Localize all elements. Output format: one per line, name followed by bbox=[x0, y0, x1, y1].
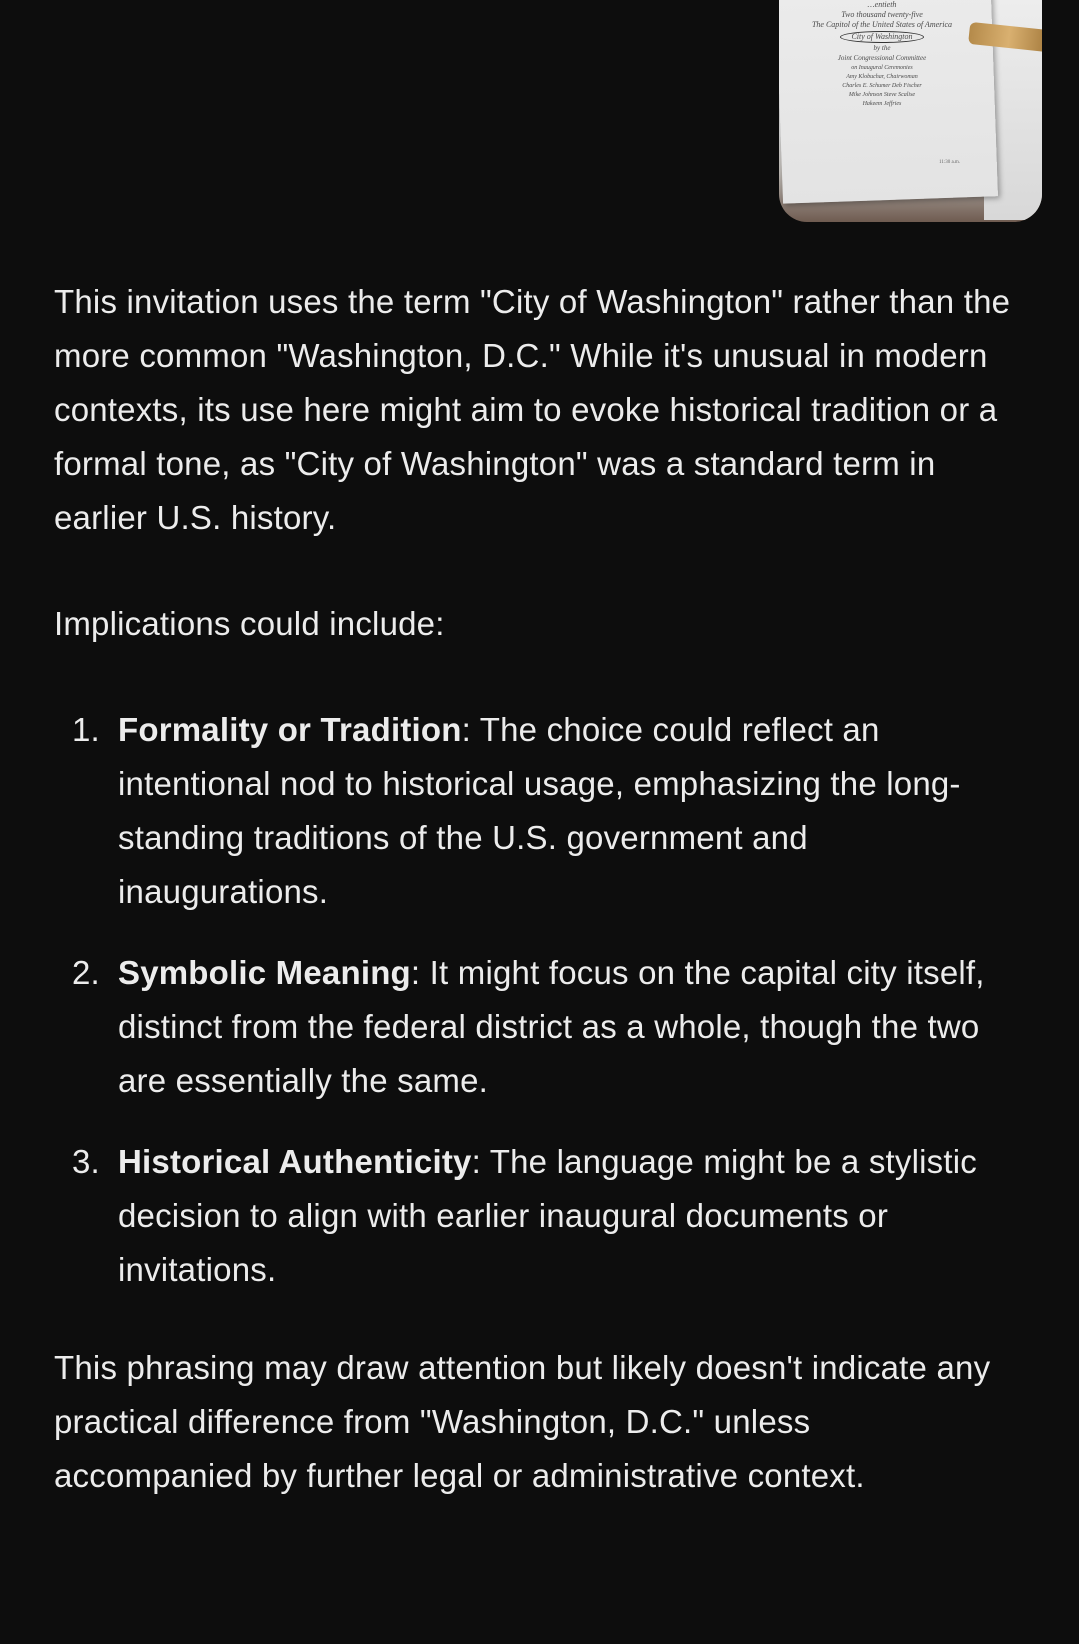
list-item-title: Historical Authenticity bbox=[118, 1143, 472, 1180]
list-item bbox=[54, 946, 1014, 1108]
implications-list bbox=[54, 703, 1014, 1297]
attached-invitation-image[interactable] bbox=[779, 0, 1042, 222]
list-item-title: Formality or Tradition bbox=[118, 711, 462, 748]
invitation-text bbox=[797, 0, 967, 109]
list-item-title: Symbolic Meaning bbox=[118, 954, 411, 991]
assistant-message bbox=[54, 275, 1014, 1503]
message-outro: This phrasing may draw attention but likely doesn't indicate any practical difference from "Washington, D.C." unless accompanied by further legal or administrative context. bbox=[54, 1349, 991, 1494]
list-item-number: 3. bbox=[72, 1143, 100, 1180]
list-item bbox=[54, 703, 1014, 919]
list-item-text: : The language might be a stylistic decision to align with earlier inaugural documents or invitations. bbox=[118, 1143, 977, 1288]
message-lead: Implications could include: bbox=[54, 605, 445, 642]
invite-line: The Capitol of the United States of America bbox=[811, 20, 953, 29]
list-item-number: 2. bbox=[72, 954, 100, 991]
invite-line: Two thousand twenty-five bbox=[841, 10, 923, 19]
invite-line: Charles E. Schumer Deb Fischer bbox=[842, 83, 922, 89]
invite-line: Joint Congressional Committee bbox=[837, 54, 927, 62]
invite-line: Mike Johnson Steve Scalise bbox=[848, 92, 916, 98]
invite-line-circled: City of Washington bbox=[840, 31, 923, 43]
list-item-text: : It might focus on the capital city itself, distinct from the federal district as a whole, though the two are essentially the same. bbox=[118, 954, 985, 1099]
invite-time: 11:30 a.m. bbox=[939, 160, 961, 165]
invite-line: by the bbox=[873, 44, 891, 52]
list-item-number: 1. bbox=[72, 711, 100, 748]
invite-line: on Inaugural Ceremonies bbox=[851, 65, 913, 71]
list-item bbox=[54, 1135, 1014, 1297]
invite-line: …entieth bbox=[867, 0, 897, 9]
invite-line: Hakeem Jeffries bbox=[862, 101, 902, 107]
list-item-text: : The choice could reflect an intentional nod to historical usage, emphasizing the long-standing traditions of the U.S. government and inaugurations. bbox=[118, 711, 961, 910]
invite-line: Amy Klobuchar, Chairwoman bbox=[846, 74, 918, 80]
message-intro: This invitation uses the term "City of Washington" rather than the more common "Washington, D.C." While it's unusual in modern contexts, its use here might aim to evoke historical tradition or a formal tone, as "City of Washington" was a standard term in earlier U.S. history. bbox=[54, 283, 1011, 536]
